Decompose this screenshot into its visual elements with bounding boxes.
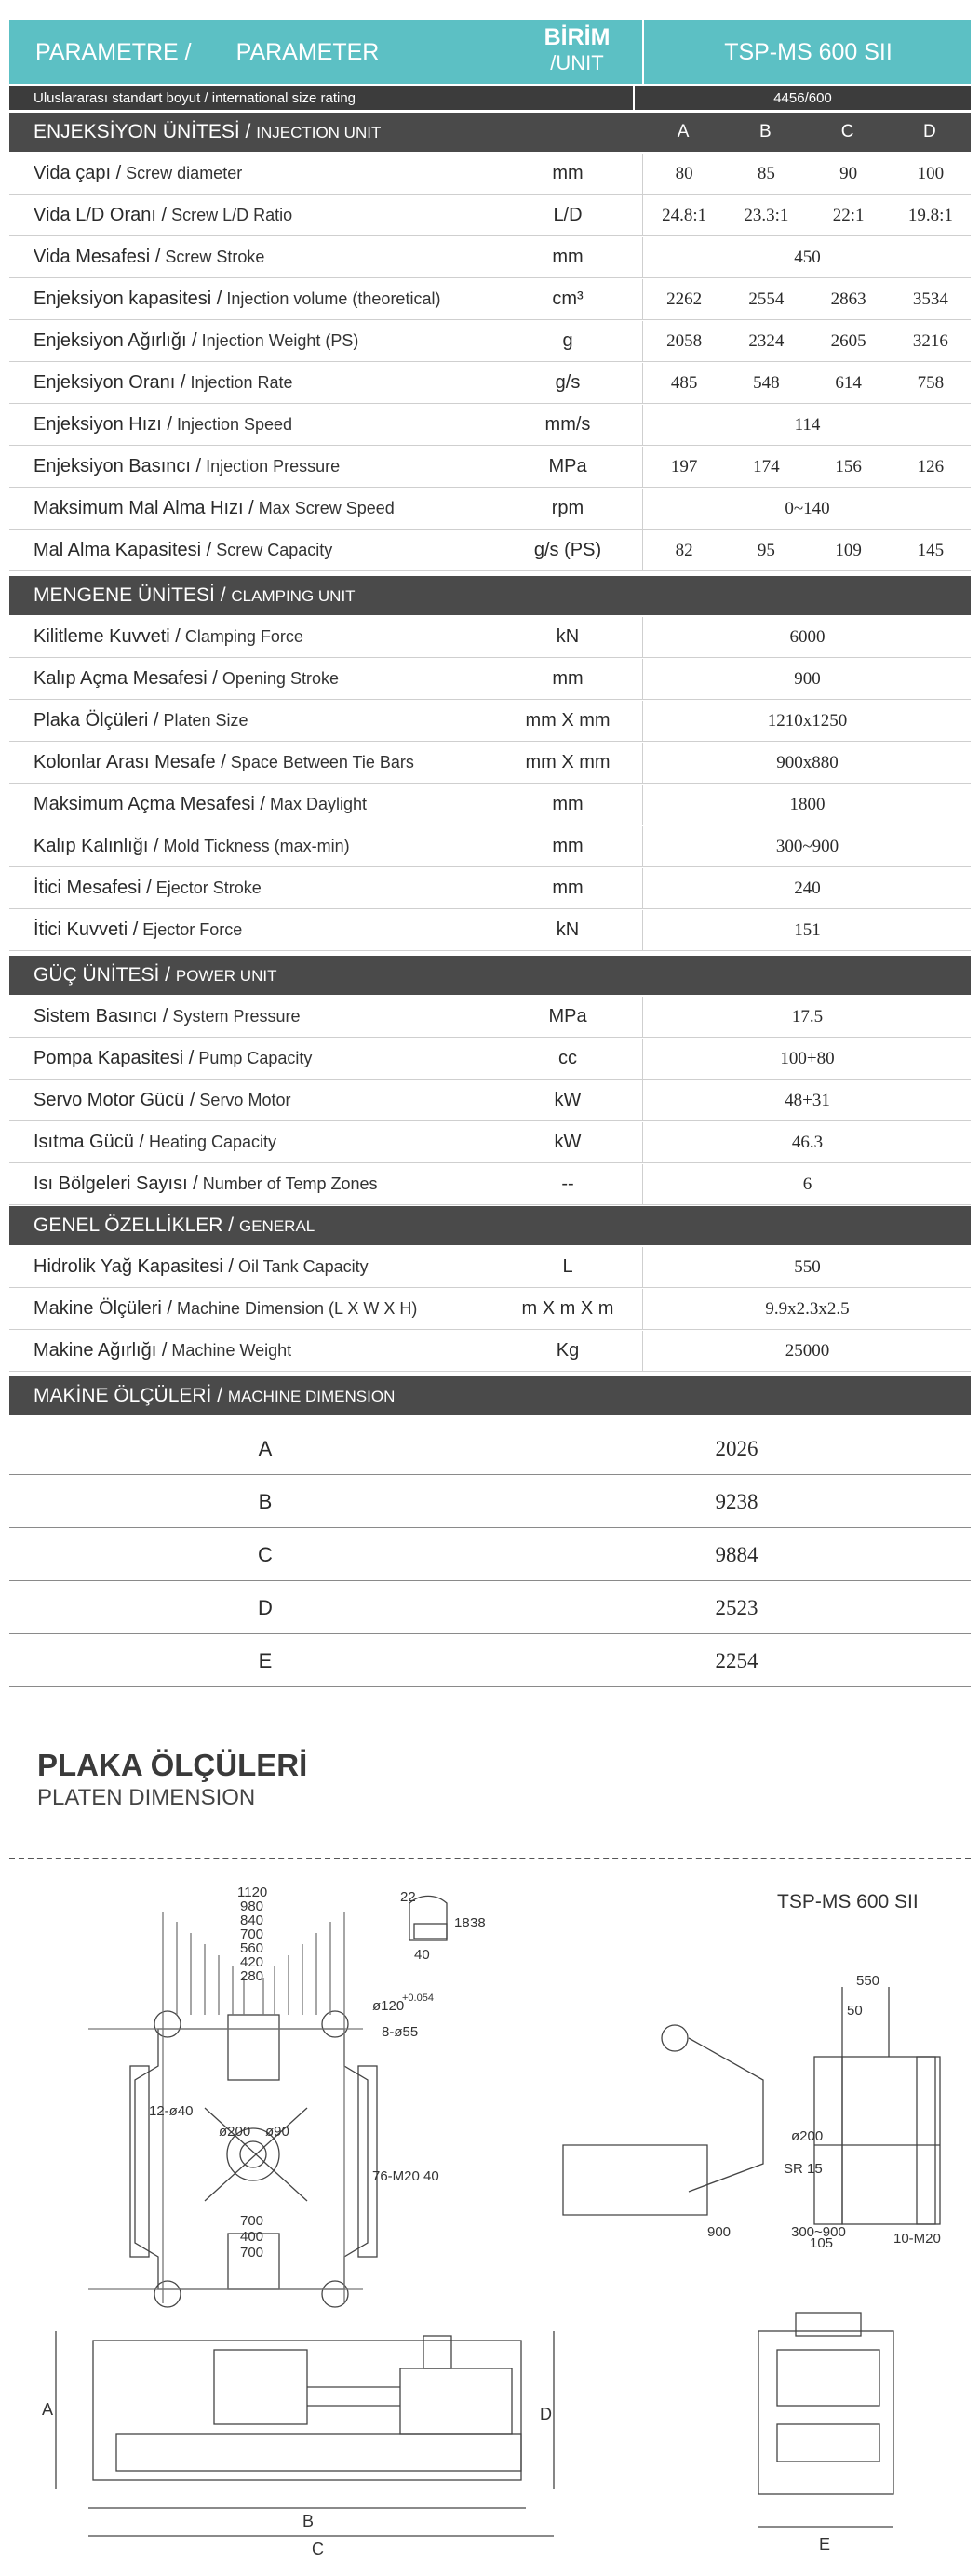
- spec-param-tr: Maksimum Mal Alma Hızı /: [34, 498, 254, 518]
- section-title-en: GENERAL: [238, 1217, 315, 1235]
- spec-value: 9.9x2.3x2.5: [765, 1298, 850, 1319]
- spec-row: [9, 1289, 971, 1330]
- spec-param: [9, 414, 503, 436]
- callout-m20-depth: 40: [423, 2168, 439, 2184]
- side-d200: ø200: [791, 2128, 824, 2144]
- spec-value: 174: [753, 456, 780, 476]
- section-title-tr: MENGENE ÜNİTESİ /: [34, 584, 226, 606]
- spec-row: [9, 447, 971, 488]
- spec-param: [9, 1090, 503, 1111]
- spec-row: [9, 1122, 971, 1163]
- spec-param-tr: Maksimum Açma Mesafesi /: [34, 794, 265, 814]
- variant-col: B: [759, 122, 772, 141]
- spec-param-tr: Enjeksiyon Oranı /: [34, 372, 186, 393]
- callout-d200: ø200: [219, 2124, 251, 2140]
- callout-holes-40: 12-ø40: [149, 2103, 194, 2119]
- spec-value: 19.8:1: [907, 205, 953, 225]
- spec-param: [9, 1340, 503, 1362]
- spec-param-tr: Makine Ölçüleri /: [34, 1298, 172, 1319]
- section-title-tr: GÜÇ ÜNİTESİ /: [34, 964, 171, 986]
- spec-value: 1800: [789, 794, 826, 814]
- spec-param: [9, 794, 503, 815]
- spec-row: [9, 617, 971, 658]
- spec-values: [642, 910, 972, 950]
- spec-values: [642, 1080, 972, 1120]
- spec-value: 109: [835, 540, 862, 560]
- spec-unit: mm/s: [544, 414, 591, 435]
- callout-tolerance: +0.054: [402, 1992, 434, 2004]
- spec-param: [9, 247, 503, 268]
- spec-value: 758: [917, 372, 945, 393]
- spec-header: [9, 20, 971, 84]
- machine-label-d: D: [540, 2405, 552, 2423]
- spec-value: 3534: [912, 288, 948, 309]
- spec-param-tr: Enjeksiyon kapasitesi /: [34, 288, 222, 309]
- spec-param-tr: Makine Ağırlığı /: [34, 1340, 168, 1361]
- dimension-row: [9, 1635, 971, 1687]
- spec-unit: kN: [556, 626, 580, 647]
- spec-param: [9, 1048, 503, 1069]
- dim-top-280: 280: [240, 1968, 264, 1984]
- dim-top-420: 420: [240, 1954, 264, 1970]
- spec-param-en: Opening Stroke: [222, 669, 339, 688]
- spec-values: [642, 447, 972, 487]
- spec-unit: cm³: [552, 288, 584, 309]
- section-title-en: CLAMPING UNIT: [231, 587, 356, 605]
- front-platen-drawing: [88, 1912, 377, 2307]
- spec-param-tr: Kalıp Açma Mesafesi /: [34, 668, 218, 689]
- spec-param-en: System Pressure: [172, 1007, 301, 1026]
- spec-param-tr: Kilitleme Kuvveti /: [34, 626, 181, 647]
- spec-value: 900x880: [776, 752, 839, 772]
- spec-value: 48+31: [785, 1090, 830, 1110]
- section-header-general: [9, 1206, 971, 1245]
- unit-heading: [517, 24, 638, 76]
- spec-unit: L: [562, 1256, 573, 1277]
- spec-unit: mm: [552, 836, 584, 856]
- spec-unit: mm: [552, 794, 584, 814]
- machine-end-view: [758, 2313, 893, 2527]
- spec-row: [9, 195, 971, 236]
- spec-value: 0~140: [785, 498, 830, 518]
- spec-param-en: Number of Temp Zones: [202, 1174, 378, 1193]
- spec-param-en: Ejector Force: [142, 920, 243, 939]
- spec-values: [642, 363, 972, 403]
- spec-unit: rpm: [551, 498, 584, 518]
- spec-row: [9, 489, 971, 530]
- section-title-clamping: [9, 584, 356, 607]
- spec-value: 100+80: [780, 1048, 835, 1068]
- spec-param-en: Mold Tickness (max-min): [163, 837, 350, 855]
- variant-columns: [642, 122, 971, 142]
- spec-row: [9, 279, 971, 320]
- spec-unit: mm: [552, 668, 584, 689]
- spec-param-tr: Enjeksiyon Hızı /: [34, 414, 172, 435]
- spec-row: [9, 321, 971, 362]
- spec-unit: cc: [558, 1048, 577, 1068]
- spec-values: [642, 743, 972, 783]
- variant-col: C: [840, 122, 854, 141]
- spec-param: [9, 540, 503, 561]
- parameter-heading-en: PARAMETER: [235, 38, 380, 65]
- spec-row: [9, 701, 971, 742]
- side-sr15: SR 15: [784, 2161, 823, 2177]
- spec-row: [9, 1039, 971, 1080]
- dim-top-980: 980: [240, 1898, 264, 1914]
- spec-value: 114: [794, 414, 821, 435]
- unit-heading-en: /UNIT: [550, 51, 604, 74]
- spec-param: [9, 626, 503, 648]
- spec-value: 145: [917, 540, 945, 560]
- spec-values: [642, 868, 972, 908]
- spec-value: 82: [675, 540, 693, 560]
- model-name: TSP-MS 600 SII: [642, 20, 973, 84]
- spec-param-tr: Pompa Kapasitesi /: [34, 1048, 195, 1068]
- side-900: 900: [707, 2224, 732, 2240]
- spec-param-en: Screw Stroke: [165, 248, 265, 266]
- spec-value: 2863: [830, 288, 866, 309]
- spec-param-tr: Sistem Basıncı /: [34, 1006, 168, 1026]
- dimension-key: C: [258, 1542, 273, 1566]
- spec-param-tr: Kolonlar Arası Mesafe /: [34, 752, 226, 772]
- spec-value: 100: [917, 163, 945, 183]
- spec-value: 2262: [666, 288, 703, 309]
- spec-row: [9, 997, 971, 1038]
- spec-param-en: Platen Size: [163, 711, 248, 730]
- spec-param-tr: Vida Mesafesi /: [34, 247, 161, 267]
- spec-param-en: Machine Dimension (L X W X H): [176, 1299, 418, 1318]
- spec-param: [9, 919, 503, 941]
- spec-value: 151: [794, 919, 821, 940]
- section-title-machine-dimension: [9, 1385, 395, 1407]
- spec-param-en: Injection volume (theoretical): [226, 289, 441, 308]
- spec-values: [642, 1331, 972, 1371]
- spec-param-en: Screw Capacity: [216, 541, 333, 559]
- spec-param-tr: Vida çapı /: [34, 163, 122, 183]
- spec-values: [642, 701, 972, 741]
- side-m20: 10-M20: [893, 2231, 941, 2247]
- section-title-tr: MAKİNE ÖLÇÜLERİ /: [34, 1385, 223, 1406]
- machine-side-view: [56, 2331, 554, 2536]
- side-300-900: 300~900: [791, 2224, 846, 2240]
- section-title-en: INJECTION UNIT: [256, 124, 382, 141]
- spec-values: [642, 237, 972, 277]
- size-rating-row: [9, 86, 971, 110]
- spec-value: 900: [794, 668, 821, 689]
- variant-col: D: [923, 122, 936, 141]
- spec-param-tr: Kalıp Kalınlığı /: [34, 836, 159, 856]
- spec-param-en: Max Daylight: [269, 795, 368, 813]
- dimension-row: [9, 1423, 971, 1475]
- spec-param: [9, 878, 503, 899]
- machine-label-b: B: [302, 2512, 315, 2530]
- spec-row: [9, 1164, 971, 1205]
- spec-values: [642, 405, 972, 445]
- spec-value: 126: [917, 456, 945, 476]
- platen-drawings: [0, 1866, 980, 2573]
- dim-top-1120: 1120: [237, 1885, 268, 1900]
- machine-label-a: A: [42, 2400, 54, 2419]
- spec-values: [642, 1164, 972, 1204]
- dimension-value: 2026: [715, 1436, 758, 1460]
- spec-value: 46.3: [791, 1132, 824, 1152]
- spec-row: [9, 743, 971, 784]
- dimension-value: 9884: [715, 1542, 758, 1566]
- side-50: 50: [847, 2003, 863, 2019]
- spec-values: [642, 1039, 972, 1079]
- spec-param-en: Ejector Stroke: [155, 879, 262, 897]
- spec-param-en: Servo Motor: [199, 1091, 291, 1109]
- spec-unit: m X m X m: [521, 1298, 614, 1319]
- spec-param-en: Heating Capacity: [148, 1133, 277, 1151]
- drawing-model-label: TSP-MS 600 SII: [777, 1891, 919, 1912]
- spec-unit: Kg: [556, 1340, 580, 1361]
- dim-top-700: 700: [240, 1926, 264, 1942]
- spec-param: [9, 288, 503, 310]
- spec-param: [9, 456, 503, 477]
- spec-value: 24.8:1: [662, 205, 707, 225]
- platen-subtitle: PLATEN DIMENSION: [37, 1785, 256, 1810]
- platen-title: PLAKA ÖLÇÜLERİ: [37, 1748, 308, 1782]
- spec-row: [9, 1080, 971, 1121]
- spec-row: [9, 1247, 971, 1288]
- spec-param-en: Injection Weight (PS): [201, 331, 359, 350]
- spec-row: [9, 405, 971, 446]
- dim-bottom-400: 400: [240, 2229, 264, 2245]
- spec-values: [642, 489, 972, 529]
- section-title-power: [9, 964, 276, 986]
- spec-unit: g/s: [555, 372, 581, 393]
- spec-row: [9, 530, 971, 571]
- spec-param-en: Screw diameter: [126, 164, 243, 182]
- spec-unit: --: [561, 1174, 574, 1194]
- spec-unit: mm X mm: [525, 710, 611, 731]
- spec-value: 197: [670, 456, 698, 476]
- spec-values: [642, 617, 972, 657]
- section-header-machine-dimension: [9, 1376, 971, 1415]
- spec-unit: kW: [554, 1090, 582, 1110]
- spec-value: 23.3:1: [744, 205, 789, 225]
- unit-heading-tr: BİRİM: [544, 24, 611, 50]
- section-title-tr: ENJEKSİYON ÜNİTESİ /: [34, 121, 251, 142]
- section-divider: [9, 1858, 971, 1859]
- spec-unit: g/s (PS): [533, 540, 602, 560]
- spec-param-tr: Enjeksiyon Ağırlığı /: [34, 330, 197, 351]
- spec-values: [642, 785, 972, 825]
- dimension-row: [9, 1529, 971, 1581]
- spec-param: [9, 836, 503, 857]
- spec-param-en: Screw L/D Ratio: [171, 206, 293, 224]
- spec-param: [9, 752, 503, 773]
- dimension-row: [9, 1582, 971, 1634]
- spec-values: [642, 997, 972, 1037]
- spec-row: [9, 785, 971, 825]
- spec-param-tr: Enjeksiyon Basıncı /: [34, 456, 202, 476]
- profile-18: 18: [454, 1915, 470, 1931]
- dimension-value: 9238: [715, 1489, 758, 1513]
- spec-param: [9, 668, 503, 690]
- spec-value: 548: [753, 372, 780, 393]
- spec-unit: mm X mm: [525, 752, 611, 772]
- spec-value: 2605: [830, 330, 866, 351]
- spec-param: [9, 1006, 503, 1027]
- spec-row: [9, 910, 971, 951]
- section-header-injection: [9, 113, 971, 152]
- spec-values: [642, 826, 972, 866]
- dimension-key: D: [258, 1595, 273, 1619]
- dimension-key: A: [258, 1436, 273, 1460]
- spec-value: 156: [835, 456, 862, 476]
- section-header-clamping: [9, 576, 971, 615]
- section-title-en: MACHINE DIMENSION: [227, 1388, 396, 1405]
- profile-38: 38: [470, 1915, 486, 1931]
- spec-unit: mm: [552, 163, 584, 183]
- spec-value: 485: [670, 372, 698, 393]
- size-rating-label: Uluslararası standart boyut / international size rating: [34, 89, 356, 106]
- spec-unit: MPa: [548, 456, 587, 476]
- spec-value: 22:1: [832, 205, 865, 225]
- spec-values: [642, 1247, 972, 1287]
- section-header-power: [9, 956, 971, 995]
- section-title-tr: GENEL ÖZELLİKLER /: [34, 1214, 235, 1236]
- spec-param-en: Oil Tank Capacity: [237, 1257, 369, 1276]
- dimension-value: 2254: [715, 1648, 758, 1672]
- spec-param-tr: Isı Bölgeleri Sayısı /: [34, 1174, 198, 1194]
- spec-value: 90: [839, 163, 858, 183]
- spec-row: [9, 868, 971, 909]
- spec-value: 300~900: [775, 836, 839, 856]
- spec-param-en: Max Screw Speed: [258, 499, 395, 517]
- spec-row: [9, 363, 971, 404]
- spec-value: 2554: [748, 288, 785, 309]
- spec-value: 17.5: [791, 1006, 824, 1026]
- spec-param: [9, 1298, 503, 1320]
- spec-unit: g: [562, 330, 573, 351]
- section-title-injection: [9, 121, 381, 143]
- spec-value: 1210x1250: [767, 710, 848, 731]
- spec-row: [9, 237, 971, 278]
- parameter-heading-tr: PARAMETRE /: [35, 38, 192, 65]
- callout-holes-55: 8-ø55: [382, 2024, 419, 2040]
- spec-values: [642, 530, 972, 570]
- spec-value: 450: [794, 247, 821, 267]
- section-title-general: [9, 1214, 315, 1237]
- dim-bottom-150: 700: [240, 2213, 264, 2229]
- spec-value: 25000: [785, 1340, 830, 1361]
- spec-param-tr: İtici Mesafesi /: [34, 878, 152, 898]
- spec-param-en: Injection Speed: [176, 415, 293, 434]
- side-105: 105: [810, 2235, 834, 2251]
- spec-param: [9, 205, 503, 226]
- size-rating-value: 4456/600: [633, 86, 971, 110]
- spec-values: [642, 1289, 972, 1329]
- spec-param-tr: Plaka Ölçüleri /: [34, 710, 159, 731]
- spec-value: 2058: [666, 330, 703, 351]
- spec-value: 85: [757, 163, 775, 183]
- spec-row: [9, 154, 971, 195]
- spec-param: [9, 330, 503, 352]
- callout-bore: ø120: [372, 1998, 405, 2014]
- dim-top-560: 560: [240, 1940, 264, 1956]
- spec-value: 3216: [912, 330, 948, 351]
- spec-param-tr: Servo Motor Gücü /: [34, 1090, 195, 1110]
- spec-value: 6: [802, 1174, 812, 1194]
- spec-param-tr: Hidrolik Yağ Kapasitesi /: [34, 1256, 234, 1277]
- dim-bottom-700: 700: [240, 2245, 264, 2261]
- side-550: 550: [856, 1973, 880, 1989]
- spec-value: 95: [757, 540, 775, 560]
- section-title-en: POWER UNIT: [175, 967, 277, 985]
- spec-values: [642, 154, 972, 194]
- spec-param: [9, 163, 503, 184]
- spec-row: [9, 826, 971, 867]
- profile-40: 40: [414, 1947, 430, 1963]
- spec-param-en: Injection Rate: [190, 373, 293, 392]
- side-platen-drawing: [563, 1987, 940, 2224]
- spec-param-tr: İtici Kuvveti /: [34, 919, 139, 940]
- spec-values: [642, 321, 972, 361]
- spec-param-en: Machine Weight: [171, 1341, 292, 1360]
- spec-param: [9, 498, 503, 519]
- dimension-row: [9, 1476, 971, 1528]
- spec-value: 614: [835, 372, 862, 393]
- spec-value: 550: [794, 1256, 821, 1277]
- spec-row: [9, 659, 971, 700]
- spec-row: [9, 1331, 971, 1372]
- spec-param-en: Space Between Tie Bars: [230, 753, 414, 771]
- spec-values: [642, 1122, 972, 1162]
- spec-param-tr: Isıtma Gücü /: [34, 1132, 144, 1152]
- spec-unit: mm: [552, 878, 584, 898]
- dimension-key: B: [258, 1489, 273, 1513]
- spec-param-tr: Vida L/D Oranı /: [34, 205, 168, 225]
- spec-param: [9, 710, 503, 731]
- machine-label-c: C: [312, 2540, 324, 2558]
- spec-param: [9, 1174, 503, 1195]
- variant-col: A: [677, 122, 690, 141]
- spec-value: 6000: [789, 626, 826, 647]
- spec-unit: L/D: [553, 205, 583, 225]
- spec-values: [642, 195, 972, 235]
- dimension-value: 2523: [715, 1595, 758, 1619]
- spec-values: [642, 659, 972, 699]
- spec-unit: MPa: [548, 1006, 587, 1026]
- spec-param: [9, 372, 503, 394]
- spec-value: 2324: [748, 330, 785, 351]
- spec-param-en: Injection Pressure: [206, 457, 341, 476]
- spec-value: 240: [794, 878, 821, 898]
- callout-d90: ø90: [265, 2124, 289, 2140]
- spec-unit: kW: [554, 1132, 582, 1152]
- machine-label-e: E: [819, 2535, 831, 2554]
- spec-param-en: Pump Capacity: [198, 1049, 313, 1067]
- spec-param-tr: Mal Alma Kapasitesi /: [34, 540, 212, 560]
- profile-22: 22: [400, 1889, 416, 1905]
- spec-value: 80: [675, 163, 693, 183]
- spec-param: [9, 1256, 503, 1278]
- spec-values: [642, 279, 972, 319]
- spec-param-en: Clamping Force: [184, 627, 303, 646]
- spec-param: [9, 1132, 503, 1153]
- dimension-key: E: [258, 1648, 273, 1672]
- callout-m20: 76-M20: [372, 2168, 420, 2184]
- dim-top-840: 840: [240, 1912, 264, 1928]
- spec-unit: kN: [556, 919, 580, 940]
- spec-unit: mm: [552, 247, 584, 267]
